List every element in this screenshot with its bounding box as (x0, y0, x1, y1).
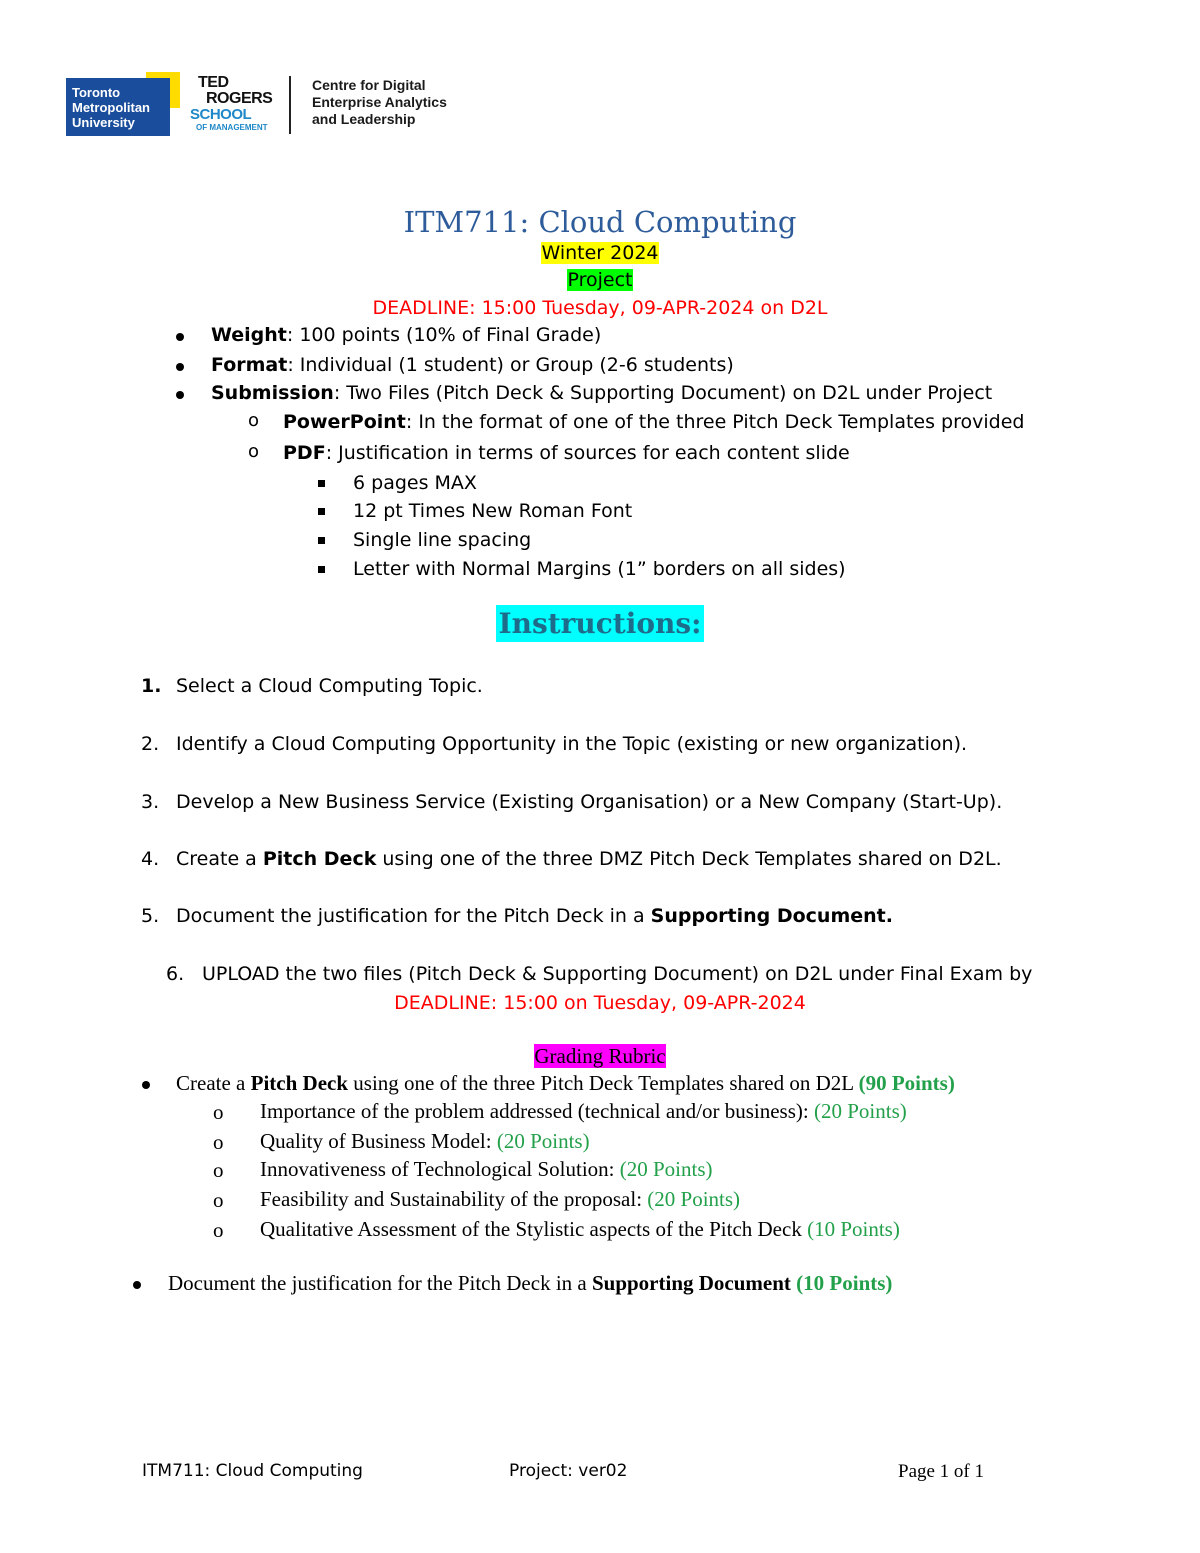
step-4 (176, 848, 1002, 870)
pdf-item: 12 pt Times New Roman Font (353, 500, 633, 522)
tmu-logo-line3: University (72, 115, 135, 130)
type-label: Project (567, 269, 633, 291)
step-1: Select a Cloud Computing Topic. (176, 675, 483, 697)
tmu-logo-line1: Toronto (72, 85, 121, 100)
deadline-text: DEADLINE: 15:00 Tuesday, 09-APR-2024 on D2L (372, 297, 828, 319)
rubric-item-2 (168, 1271, 892, 1296)
rubric-sub-3-text: Innovativeness of Technological Solution: (260, 1157, 620, 1181)
centre-line2: Enterprise Analytics (312, 94, 447, 110)
rubric-item-1-bold: Pitch Deck (250, 1071, 349, 1095)
ted-logo-line1: TED (198, 74, 229, 91)
circle-bullet-icon: o (213, 1130, 224, 1154)
rubric-heading-wrap (0, 1044, 1200, 1069)
rubric-item-2-points: (10 Points) (790, 1271, 893, 1295)
rubric-item-1-points: (90 Points) (858, 1071, 955, 1095)
rubric-sub-1 (260, 1099, 907, 1124)
pdf-item: 6 pages MAX (353, 472, 477, 494)
step-2: Identify a Cloud Computing Opportunity in the Topic (existing or new organization). (176, 733, 968, 755)
powerpoint-text: : In the format of one of the three Pitch Deck Templates provided (405, 411, 1025, 433)
rubric-item-1 (176, 1071, 955, 1096)
format-label: Format (211, 354, 288, 376)
rubric-heading: Grading Rubric (534, 1044, 666, 1068)
pdf-line (283, 442, 850, 464)
format-line (211, 354, 734, 376)
step-4-post: using one of the three DMZ Pitch Deck Templates shared on D2L. (376, 848, 1002, 870)
term-label: Winter 2024 (541, 242, 659, 264)
rubric-sub-4-points: (20 Points) (647, 1187, 741, 1211)
weight-label: Weight (211, 324, 287, 346)
powerpoint-label: PowerPoint (283, 411, 406, 433)
footer-left: ITM711: Cloud Computing (142, 1461, 363, 1481)
footer-center: Project: ver02 (509, 1461, 628, 1481)
bullet-icon (176, 333, 184, 341)
term-line (0, 242, 1200, 264)
rubric-item-1-post: using one of the three Pitch Deck Templates shared on D2L (348, 1071, 859, 1095)
tmu-logo-line2: Metropolitan (72, 100, 150, 115)
circle-bullet-icon: o (213, 1188, 224, 1212)
submission-text: : Two Files (Pitch Deck & Supporting Document) on D2L under Project (333, 382, 993, 404)
submission-label: Submission (211, 382, 334, 404)
rubric-sub-5 (260, 1217, 900, 1242)
rubric-sub-2-points: (20 Points) (496, 1129, 590, 1153)
step-5 (176, 905, 893, 927)
submission-line (211, 382, 992, 404)
rubric-sub-4 (260, 1187, 740, 1212)
centre-line3: and Leadership (312, 111, 416, 127)
rubric-item-1-pre: Create a (176, 1071, 251, 1095)
bullet-icon (133, 1281, 141, 1289)
pdf-label: PDF (283, 442, 326, 464)
rubric-item-2-pre: Document the justification for the Pitch Deck in a (168, 1271, 592, 1295)
circle-bullet-icon: o (213, 1218, 224, 1242)
step-6-deadline: DEADLINE: 15:00 on Tuesday, 09-APR-2024 (394, 992, 806, 1014)
tmu-logo (66, 78, 170, 136)
format-text: : Individual (1 student) or Group (2-6 students) (287, 354, 734, 376)
pdf-item: Letter with Normal Margins (1” borders on all sides) (353, 558, 846, 580)
circle-bullet-icon: o (248, 410, 260, 431)
ted-rogers-logo (190, 75, 272, 133)
pdf-item: Single line spacing (353, 529, 532, 551)
page-title: ITM711: Cloud Computing (403, 205, 797, 239)
centre-logo-text (312, 77, 447, 128)
step-number: 2. (141, 733, 160, 755)
pdf-text: : Justification in terms of sources for each content slide (325, 442, 850, 464)
rubric-sub-1-points: (20 Points) (813, 1099, 907, 1123)
square-bullet-icon (318, 566, 325, 573)
rubric-sub-3-points: (20 Points) (619, 1157, 713, 1181)
step-5-pre: Document the justification for the Pitch Deck in a (176, 905, 651, 927)
step-4-pre: Create a (176, 848, 263, 870)
circle-bullet-icon: o (213, 1100, 224, 1124)
step-4-bold: Pitch Deck (262, 848, 377, 870)
circle-bullet-icon: o (248, 441, 260, 462)
weight-line (211, 324, 601, 346)
type-line (0, 269, 1200, 291)
footer-page-number: Page 1 of 1 (898, 1461, 985, 1482)
ted-logo-line2: ROGERS (206, 90, 273, 107)
powerpoint-line (283, 411, 1024, 433)
rubric-sub-4-text: Feasibility and Sustainability of the proposal: (260, 1187, 648, 1211)
rubric-sub-1-text: Importance of the problem addressed (technical and/or business): (260, 1099, 814, 1123)
step-number: 1. (141, 675, 162, 697)
step-6: UPLOAD the two files (Pitch Deck & Supporting Document) on D2L under Final Exam by (202, 963, 1033, 985)
step-5-bold: Supporting Document. (650, 905, 893, 927)
step-3: Develop a New Business Service (Existing Organisation) or a New Company (Start-Up). (176, 791, 1003, 813)
bullet-icon (176, 391, 184, 399)
ted-logo-line3: SCHOOL (190, 106, 252, 123)
square-bullet-icon (318, 537, 325, 544)
instructions-heading-wrap (0, 607, 1200, 640)
centre-line1: Centre for Digital (312, 77, 426, 93)
square-bullet-icon (318, 508, 325, 515)
circle-bullet-icon: o (213, 1158, 224, 1182)
rubric-sub-2-text: Quality of Business Model: (260, 1129, 497, 1153)
logo-divider (289, 76, 291, 134)
rubric-sub-2 (260, 1129, 590, 1154)
weight-text: : 100 points (10% of Final Grade) (286, 324, 602, 346)
instructions-heading: Instructions: (498, 607, 702, 640)
ted-logo-line4: OF MANAGEMENT (196, 123, 268, 132)
step-number: 6. (166, 963, 185, 985)
bullet-icon (176, 363, 184, 371)
step-number: 5. (141, 905, 160, 927)
rubric-sub-5-text: Qualitative Assessment of the Stylistic aspects of the Pitch Deck (260, 1217, 808, 1241)
rubric-sub-3 (260, 1157, 713, 1182)
rubric-sub-5-points: (10 Points) (807, 1217, 900, 1241)
bullet-icon (142, 1081, 150, 1089)
rubric-item-2-bold: Supporting Document (591, 1271, 791, 1295)
step-number: 3. (141, 791, 160, 813)
step-number: 4. (141, 848, 160, 870)
square-bullet-icon (318, 480, 325, 487)
